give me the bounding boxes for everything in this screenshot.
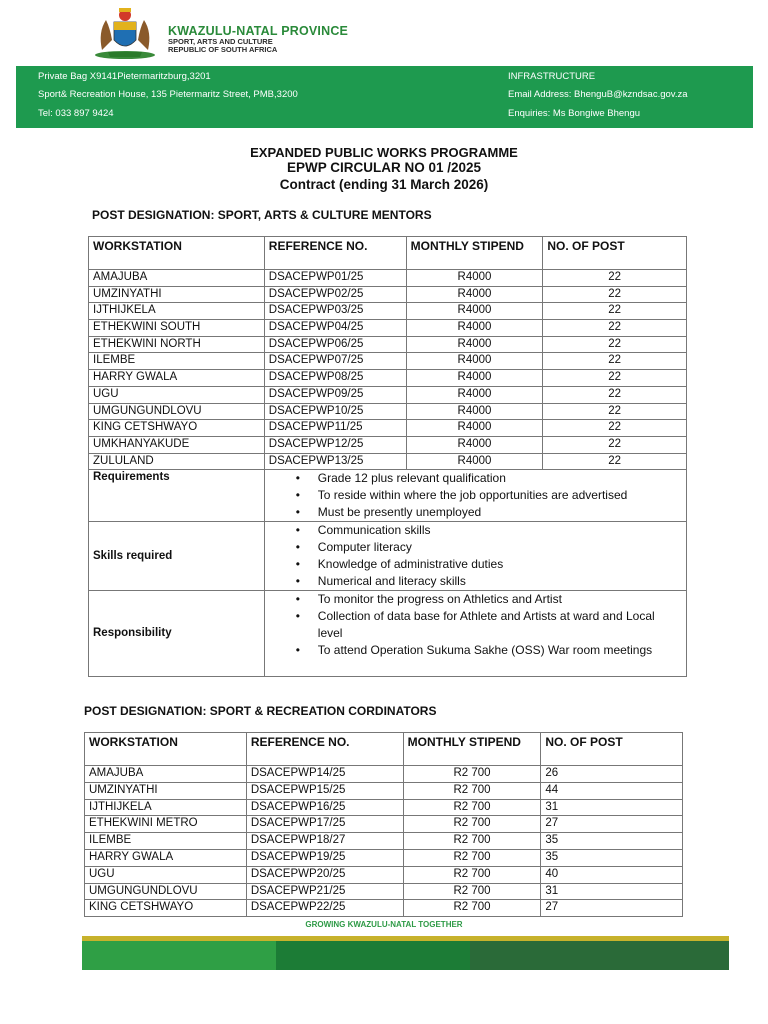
posts-cell: 40 xyxy=(541,866,683,883)
contact-band xyxy=(16,66,753,128)
table-row xyxy=(89,353,687,370)
col-header-workstation: WORKSTATION xyxy=(89,237,265,270)
stipend-cell: R4000 xyxy=(406,403,543,420)
posts-cell: 22 xyxy=(543,386,687,403)
stipend-cell: R4000 xyxy=(406,286,543,303)
stipend-cell: R4000 xyxy=(406,320,543,337)
table-row xyxy=(85,782,683,799)
workstation-cell: UMGUNGUNDLOVU xyxy=(85,883,247,900)
stipend-cell: R2 700 xyxy=(403,833,541,850)
workstation-cell: ETHEKWINI SOUTH xyxy=(89,320,265,337)
stipend-cell: R4000 xyxy=(406,436,543,453)
reference-cell: DSACEPWP09/25 xyxy=(264,386,406,403)
footer-bar xyxy=(82,936,729,970)
skills-item: • Communication skills xyxy=(318,522,682,539)
table-row xyxy=(89,403,687,420)
workstation-cell: UGU xyxy=(89,386,265,403)
workstation-cell: UMKHANYAKUDE xyxy=(89,436,265,453)
reference-cell: DSACEPWP20/25 xyxy=(246,866,403,883)
workstation-cell: IJTHIJKELA xyxy=(85,799,247,816)
stipend-cell: R2 700 xyxy=(403,849,541,866)
posts-cell: 22 xyxy=(543,270,687,287)
table-header-row xyxy=(85,733,683,766)
table-row xyxy=(89,270,687,287)
col-header-reference: REFERENCE NO. xyxy=(264,237,406,270)
requirements-row xyxy=(89,470,687,522)
reference-cell: DSACEPWP16/25 xyxy=(246,799,403,816)
stipend-cell: R4000 xyxy=(406,453,543,470)
table-row xyxy=(85,766,683,783)
dept-line-1: SPORT, ARTS AND CULTURE xyxy=(168,37,273,46)
reference-cell: DSACEPWP14/25 xyxy=(246,766,403,783)
posts-cell: 22 xyxy=(543,370,687,387)
table-row xyxy=(89,286,687,303)
reference-cell: DSACEPWP12/25 xyxy=(264,436,406,453)
responsibility-label: Responsibility xyxy=(89,591,265,677)
workstation-cell: ETHEKWINI METRO xyxy=(85,816,247,833)
col-header-reference: REFERENCE NO. xyxy=(246,733,403,766)
posts-cell: 22 xyxy=(543,403,687,420)
requirements-item: • Must be presently unemployed xyxy=(318,504,682,521)
footer-slogan: GROWING KWAZULU-NATAL TOGETHER xyxy=(305,920,463,929)
responsibility-item: • To attend Operation Sukuma Sakhe (OSS) War room meetings xyxy=(318,642,682,659)
posts-cell: 22 xyxy=(543,420,687,437)
stipend-cell: R4000 xyxy=(406,386,543,403)
table-row xyxy=(89,336,687,353)
stipend-cell: R4000 xyxy=(406,370,543,387)
title-line-1: EXPANDED PUBLIC WORKS PROGRAMME xyxy=(250,145,518,160)
skills-item: • Knowledge of administrative duties xyxy=(318,556,682,573)
col-header-workstation: WORKSTATION xyxy=(85,733,247,766)
workstation-cell: HARRY GWALA xyxy=(85,849,247,866)
enquiries: Enquiries: Ms Bongiwe Bhengu xyxy=(508,108,641,119)
footer-accent-line xyxy=(82,936,729,941)
reference-cell: DSACEPWP01/25 xyxy=(264,270,406,287)
coat-of-arms-icon xyxy=(90,6,160,60)
address-line-2: Sport& Recreation House, 135 Pietermaritz Street, PMB,3200 xyxy=(38,89,298,100)
coordinators-table xyxy=(84,732,683,917)
dept-line-2: REPUBLIC OF SOUTH AFRICA xyxy=(168,45,278,54)
dept-name xyxy=(168,38,277,54)
stipend-cell: R4000 xyxy=(406,336,543,353)
requirements-item: • To reside within where the job opportunities are advertised xyxy=(318,487,682,504)
workstation-cell: ZULULAND xyxy=(89,453,265,470)
workstation-cell: ETHEKWINI NORTH xyxy=(89,336,265,353)
table-row xyxy=(89,420,687,437)
requirements-bullets xyxy=(269,470,682,521)
reference-cell: DSACEPWP10/25 xyxy=(264,403,406,420)
reference-cell: DSACEPWP03/25 xyxy=(264,303,406,320)
reference-cell: DSACEPWP11/25 xyxy=(264,420,406,437)
table-row xyxy=(89,436,687,453)
posts-cell: 22 xyxy=(543,436,687,453)
reference-cell: DSACEPWP15/25 xyxy=(246,782,403,799)
org-title: KWAZULU-NATAL PROVINCE xyxy=(168,24,349,38)
responsibility-item: • To monitor the progress on Athletics and Artist xyxy=(318,591,682,608)
table-row xyxy=(89,303,687,320)
reference-cell: DSACEPWP04/25 xyxy=(264,320,406,337)
skills-row xyxy=(89,522,687,591)
table-header-row xyxy=(89,237,687,270)
stipend-cell: R4000 xyxy=(406,303,543,320)
workstation-cell: AMAJUBA xyxy=(85,766,247,783)
table-row xyxy=(85,900,683,917)
requirements-item: • Grade 12 plus relevant qualification xyxy=(318,470,682,487)
table-row xyxy=(85,799,683,816)
stipend-cell: R4000 xyxy=(406,353,543,370)
table-row xyxy=(85,833,683,850)
skills-item: • Computer literacy xyxy=(318,539,682,556)
table-row xyxy=(89,370,687,387)
workstation-cell: AMAJUBA xyxy=(89,270,265,287)
col-header-stipend: MONTHLY STIPEND xyxy=(406,237,543,270)
table-row xyxy=(89,386,687,403)
workstation-cell: IJTHIJKELA xyxy=(89,303,265,320)
reference-cell: DSACEPWP07/25 xyxy=(264,353,406,370)
requirements-list xyxy=(264,470,686,522)
skills-label: Skills required xyxy=(89,522,265,591)
workstation-cell: KING CETSHWAYO xyxy=(85,900,247,917)
section2-heading: POST DESIGNATION: SPORT & RECREATION CORDINATORS xyxy=(84,704,437,718)
email-address: Email Address: BhenguB@kzndsac.gov.za xyxy=(508,89,688,100)
responsibility-list xyxy=(264,591,686,677)
posts-cell: 22 xyxy=(543,286,687,303)
stipend-cell: R4000 xyxy=(406,420,543,437)
col-header-posts: NO. OF POST xyxy=(543,237,687,270)
posts-cell: 35 xyxy=(541,833,683,850)
reference-cell: DSACEPWP08/25 xyxy=(264,370,406,387)
title-line-2: EPWP CIRCULAR NO 01 /2025 xyxy=(286,160,482,175)
stipend-cell: R2 700 xyxy=(403,866,541,883)
skills-bullets xyxy=(269,522,682,590)
workstation-cell: UMZINYATHI xyxy=(89,286,265,303)
section1-heading: POST DESIGNATION: SPORT, ARTS & CULTURE MENTORS xyxy=(92,208,432,222)
mentors-table xyxy=(88,236,687,677)
workstation-cell: HARRY GWALA xyxy=(89,370,265,387)
table-row xyxy=(85,883,683,900)
stipend-cell: R2 700 xyxy=(403,782,541,799)
posts-cell: 35 xyxy=(541,849,683,866)
responsibility-item: • Collection of data base for Athlete and Artists at ward and Local level xyxy=(318,608,682,642)
reference-cell: DSACEPWP06/25 xyxy=(264,336,406,353)
posts-cell: 22 xyxy=(543,353,687,370)
col-header-stipend: MONTHLY STIPEND xyxy=(403,733,541,766)
telephone: Tel: 033 897 9424 xyxy=(38,108,114,119)
table-row xyxy=(85,816,683,833)
posts-cell: 22 xyxy=(543,320,687,337)
workstation-cell: KING CETSHWAYO xyxy=(89,420,265,437)
reference-cell: DSACEPWP21/25 xyxy=(246,883,403,900)
stipend-cell: R4000 xyxy=(406,270,543,287)
stipend-cell: R2 700 xyxy=(403,883,541,900)
stipend-cell: R2 700 xyxy=(403,900,541,917)
table-row xyxy=(85,866,683,883)
reference-cell: DSACEPWP13/25 xyxy=(264,453,406,470)
posts-cell: 27 xyxy=(541,900,683,917)
reference-cell: DSACEPWP22/25 xyxy=(246,900,403,917)
posts-cell: 31 xyxy=(541,883,683,900)
posts-cell: 22 xyxy=(543,303,687,320)
reference-cell: DSACEPWP19/25 xyxy=(246,849,403,866)
posts-cell: 22 xyxy=(543,453,687,470)
reference-cell: DSACEPWP18/27 xyxy=(246,833,403,850)
col-header-posts: NO. OF POST xyxy=(541,733,683,766)
address-line-1: Private Bag X9141Pietermaritzburg,3201 xyxy=(38,71,211,82)
skills-item: • Numerical and literacy skills xyxy=(318,573,682,590)
responsibility-row xyxy=(89,591,687,677)
workstation-cell: UGU xyxy=(85,866,247,883)
responsibility-bullets xyxy=(269,591,682,659)
stipend-cell: R2 700 xyxy=(403,766,541,783)
table-row xyxy=(89,320,687,337)
posts-cell: 31 xyxy=(541,799,683,816)
workstation-cell: ILEMBE xyxy=(85,833,247,850)
workstation-cell: UMZINYATHI xyxy=(85,782,247,799)
reference-cell: DSACEPWP17/25 xyxy=(246,816,403,833)
posts-cell: 27 xyxy=(541,816,683,833)
skills-list xyxy=(264,522,686,591)
stipend-cell: R2 700 xyxy=(403,816,541,833)
stipend-cell: R2 700 xyxy=(403,799,541,816)
workstation-cell: UMGUNGUNDLOVU xyxy=(89,403,265,420)
workstation-cell: ILEMBE xyxy=(89,353,265,370)
posts-cell: 22 xyxy=(543,336,687,353)
posts-cell: 44 xyxy=(541,782,683,799)
posts-cell: 26 xyxy=(541,766,683,783)
table-row xyxy=(89,453,687,470)
requirements-label: Requirements xyxy=(89,470,265,522)
table-row xyxy=(85,849,683,866)
reference-cell: DSACEPWP02/25 xyxy=(264,286,406,303)
title-line-3: Contract (ending 31 March 2026) xyxy=(279,177,489,192)
unit-name: INFRASTRUCTURE xyxy=(508,71,596,82)
